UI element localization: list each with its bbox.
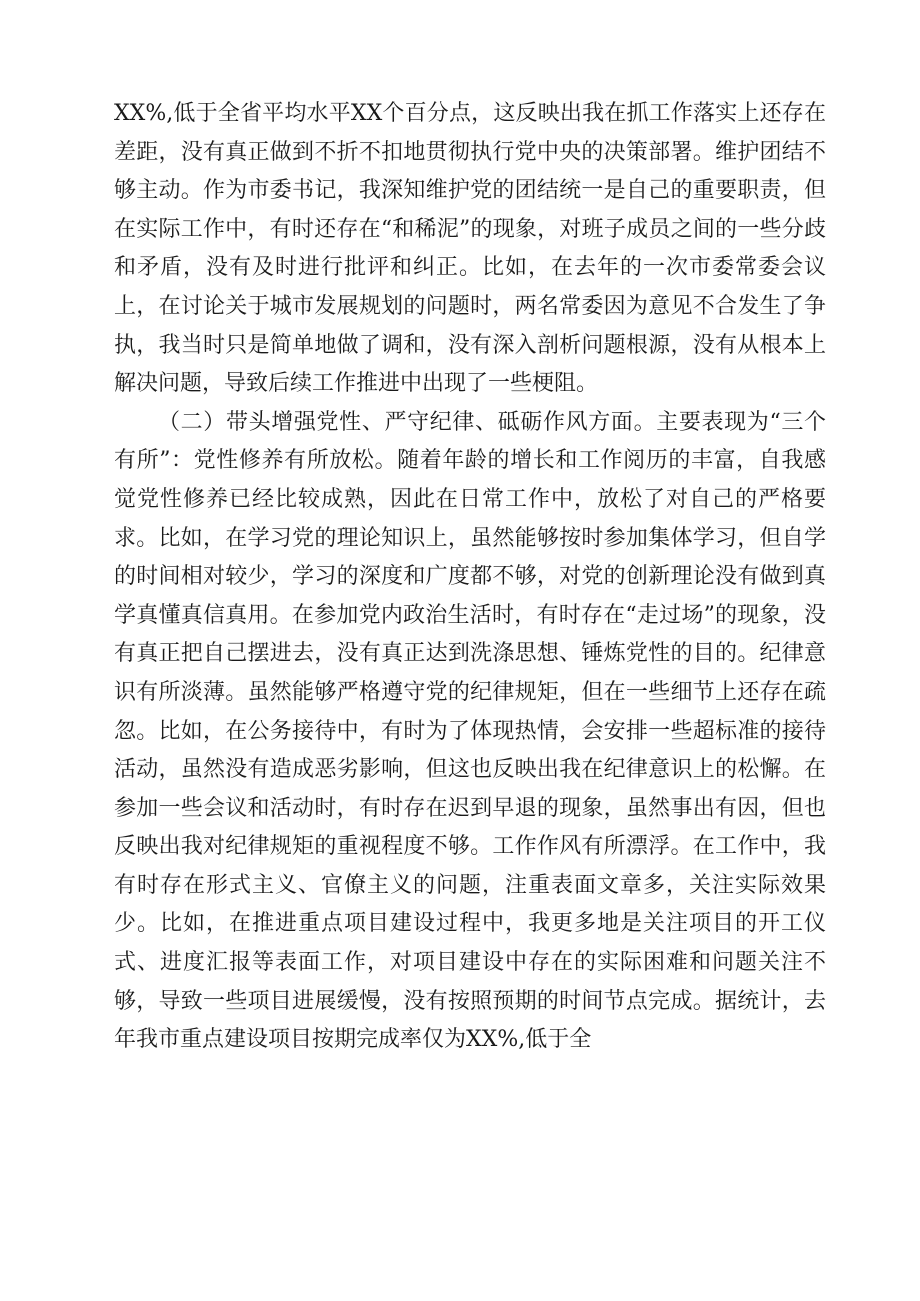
- paragraph-continuation: XX%,低于全省平均水平XX个百分点，这反映出我在抓工作落实上还存在差距，没有真正做到不折不扣地贯彻执行党中央的决策部署。维护团结不够主动。作为市委书记，我深知维护党的团结统一是自己的重要职责，但在实际工作中，有时还存在“和稀泥”的现象，对班子成员之间的一些分歧和矛盾，没有及时进行批评和纠正。比如，在去年的一次市委常委会议上，在讨论关于城市发展规划的问题时，两名常委因为意见不合发生了争执，我当时只是简单地做了调和，没有深入剖析问题根源，没有从根本上解决问题，导致后续工作推进中出现了一些梗阻。: [114, 101, 826, 397]
- paragraph-section-two: （二）带头增强党性、严守纪律、砥砺作风方面。主要表现为“三个有所”：党性修养有所放松。随着年龄的增长和工作阅历的丰富，自我感觉党性修养已经比较成熟，因此在日常工作中，放松了对自己的严格要求。比如，在学习党的理论知识上，虽然能够按时参加集体学习，但自学的时间相对较少，学习的深度和广度都不够，对党的创新理论没有做到真学真懂真信真用。在参加党内政治生活时，有时存在“走过场”的现象，没有真正把自己摆进去，没有真正达到洗涤思想、锤炼党性的目的。纪律意识有所淡薄。虽然能够严格遵守党的纪律规矩，但在一些细节上还存在疏忽。比如，在公务接待中，有时为了体现热情，会安排一些超标准的接待活动，虽然没有造成恶劣影响，但这也反映出我在纪律意识上的松懈。在参加一些会议和活动时，有时存在迟到早退的现象，虽然事出有因，但也反映出我对纪律规矩的重视程度不够。工作作风有所漂浮。在工作中，我有时存在形式主义、官僚主义的问题，注重表面文章多，关注实际效果少。比如，在推进重点项目建设过程中，我更多地是关注项目的开工仪式、进度汇报等表面工作，对项目建设中存在的实际困难和问题关注不够，导致一些项目进展缓慢，没有按照预期的时间节点完成。据统计，去年我市重点建设项目按期完成率仅为XX%,低于全: [114, 409, 826, 1053]
- document-page: [114, 95, 826, 1060]
